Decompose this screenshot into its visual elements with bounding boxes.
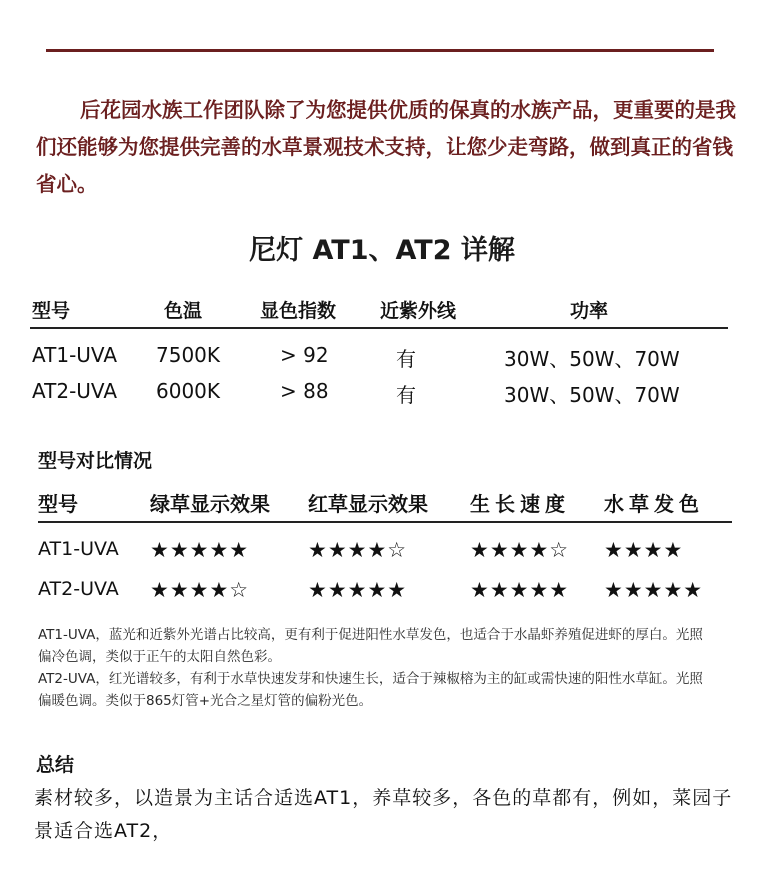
- table-row: [30, 343, 730, 379]
- spec-header-model: 型号: [32, 300, 71, 322]
- star-rating: ★★★★★: [470, 578, 570, 602]
- spec-header-uv: 近紫外线: [380, 300, 457, 322]
- star-rating: ★★★★★: [308, 578, 408, 602]
- star-rating: ★★★★: [604, 538, 684, 562]
- top-divider: [46, 49, 714, 52]
- note-at2: AT2-UVA，红光谱较多，有利于水草快速发芽和快速生长，适合于辣椒榕为主的缸或需快速的阳性水草缸。光照偏暖色调。类似于865灯管+光合之星灯管的偏粉光色。: [38, 671, 703, 709]
- compare-title: 型号对比情况: [38, 450, 153, 472]
- summary-title: 总结: [36, 754, 75, 776]
- star-rating: ★★★★★: [150, 538, 250, 562]
- spec-table-header: [30, 296, 730, 326]
- spec-cell-cri: > 92: [280, 343, 329, 367]
- compare-header-growth: 生长速度: [470, 492, 570, 516]
- spec-cell-uv: 有: [396, 383, 416, 407]
- spec-cell-color-temp: 7500K: [156, 343, 221, 367]
- compare-table-header: [38, 488, 738, 520]
- spec-header-cri: 显色指数: [260, 300, 337, 322]
- spec-cell-uv: 有: [396, 347, 416, 371]
- compare-header-model: 型号: [38, 492, 78, 516]
- spec-cell-power: 30W、50W、70W: [504, 347, 680, 371]
- note-at1: AT1-UVA，蓝光和近紫外光谱占比较高，更有利于促进阳性水草发色，也适合于水晶虾养殖促进虾的厚白。光照偏冷色调，类似于正午的太阳自然色彩。: [38, 627, 703, 665]
- table-row: [38, 538, 738, 578]
- spec-cell-model: AT2-UVA: [32, 379, 118, 403]
- spec-header-power: 功率: [570, 300, 609, 322]
- spec-cell-power: 30W、50W、70W: [504, 383, 680, 407]
- table-row: [30, 379, 730, 415]
- compare-header-red: 红草显示效果: [308, 492, 428, 516]
- section-title: 尼灯 AT1、AT2 详解: [249, 235, 515, 266]
- table-row: [38, 578, 738, 618]
- compare-table-rule: [38, 521, 732, 523]
- intro-paragraph: 后花园水族工作团队除了为您提供优质的保真的水族产品，更重要的是我们还能够为您提供完善的水草景观技术支持，让您少走弯路，做到真正的省钱省心。: [36, 98, 736, 196]
- spec-cell-model: AT1-UVA: [32, 343, 118, 367]
- star-rating: ★★★★★: [604, 578, 704, 602]
- star-rating: ★★★★☆: [308, 538, 408, 562]
- compare-cell-model: AT2-UVA: [38, 578, 119, 600]
- spec-cell-color-temp: 6000K: [156, 379, 221, 403]
- spec-cell-cri: > 88: [280, 379, 329, 403]
- star-rating: ★★★★☆: [470, 538, 570, 562]
- compare-table: [38, 488, 738, 602]
- summary-text: 素材较多，以造景为主话合适选AT1，养草较多，各色的草都有，例如，菜园子景适合选AT2，: [34, 787, 733, 842]
- compare-cell-model: AT1-UVA: [38, 538, 119, 560]
- spec-header-color-temp: 色温: [164, 300, 203, 322]
- compare-header-coloring: 水草发色: [604, 492, 704, 516]
- spec-table: [30, 296, 730, 407]
- spec-table-rule: [30, 327, 728, 329]
- star-rating: ★★★★☆: [150, 578, 250, 602]
- compare-header-green: 绿草显示效果: [150, 492, 270, 516]
- notes-block: [38, 624, 704, 712]
